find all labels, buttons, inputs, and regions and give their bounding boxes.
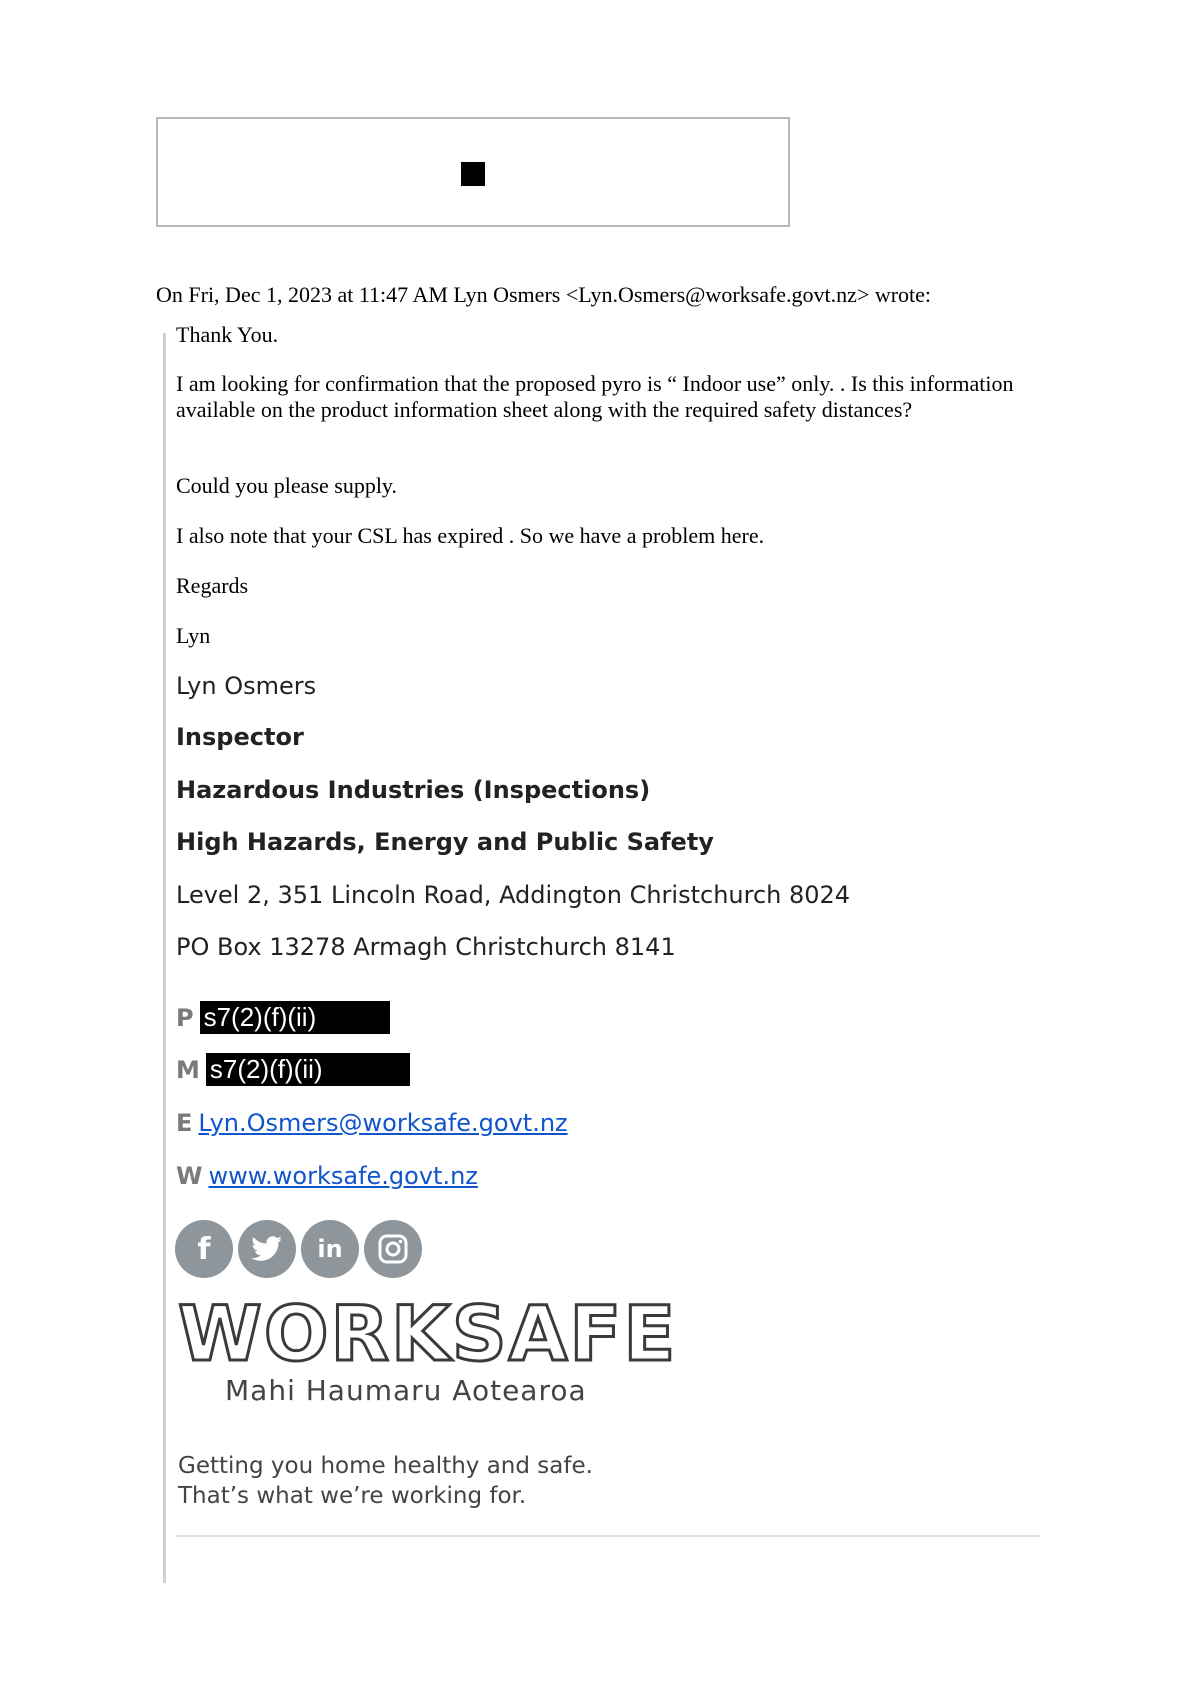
body-paragraph: Thank You. bbox=[176, 322, 279, 347]
email-link[interactable]: Lyn.Osmers@worksafe.govt.nz bbox=[198, 1109, 568, 1137]
social-icons bbox=[175, 1220, 427, 1278]
mobile-redaction: s7(2)(f)(ii) bbox=[206, 1053, 410, 1086]
tagline-line-2: That’s what we’re working for. bbox=[178, 1483, 527, 1509]
body-paragraph: I am looking for confirmation that the proposed pyro is “ Indoor use” only. . Is this information available on the product information sheet along with the required safety distances? bbox=[176, 371, 1014, 422]
phone-label: P bbox=[176, 1003, 194, 1032]
linkedin-icon[interactable]: in bbox=[301, 1220, 359, 1278]
body-paragraph: I also note that your CSL has expired . So we have a problem here. bbox=[176, 523, 765, 548]
tagline-line-1: Getting you home healthy and safe. bbox=[178, 1453, 593, 1479]
body-paragraph: Lyn bbox=[176, 623, 211, 648]
twitter-icon[interactable] bbox=[238, 1220, 296, 1278]
instagram-icon[interactable] bbox=[364, 1220, 422, 1278]
web-row bbox=[176, 1162, 478, 1190]
email-row bbox=[176, 1109, 568, 1137]
quoted-reply-header: On Fri, Dec 1, 2023 at 11:47 AM Lyn Osmers <Lyn.Osmers@worksafe.govt.nz> wrote: bbox=[156, 282, 932, 307]
worksafe-logo-subtitle: Mahi Haumaru Aotearoa bbox=[225, 1374, 587, 1407]
phone-redaction: s7(2)(f)(ii) bbox=[200, 1001, 390, 1034]
body-paragraph: Could you please supply. bbox=[176, 473, 397, 498]
mobile-label: M bbox=[176, 1055, 200, 1084]
signature-group: High Hazards, Energy and Public Safety bbox=[176, 828, 714, 856]
signature-po-box: PO Box 13278 Armagh Christchurch 8141 bbox=[176, 933, 676, 961]
web-label: W bbox=[176, 1162, 203, 1190]
signature-name: Lyn Osmers bbox=[176, 672, 317, 700]
facebook-icon[interactable]: f bbox=[175, 1220, 233, 1278]
web-link[interactable]: www.worksafe.govt.nz bbox=[208, 1162, 478, 1190]
redaction-square bbox=[461, 162, 485, 186]
email-label: E bbox=[176, 1109, 193, 1137]
mobile-row bbox=[176, 1053, 410, 1086]
phone-row bbox=[176, 1001, 390, 1034]
worksafe-logo: WORKSAFE bbox=[178, 1289, 678, 1378]
redacted-header-box bbox=[156, 117, 790, 227]
divider bbox=[176, 1535, 1040, 1537]
signature-address: Level 2, 351 Lincoln Road, Addington Christchurch 8024 bbox=[176, 881, 851, 909]
signature-title: Inspector bbox=[176, 723, 304, 751]
body-paragraph: Regards bbox=[176, 573, 249, 598]
signature-unit: Hazardous Industries (Inspections) bbox=[176, 776, 651, 804]
